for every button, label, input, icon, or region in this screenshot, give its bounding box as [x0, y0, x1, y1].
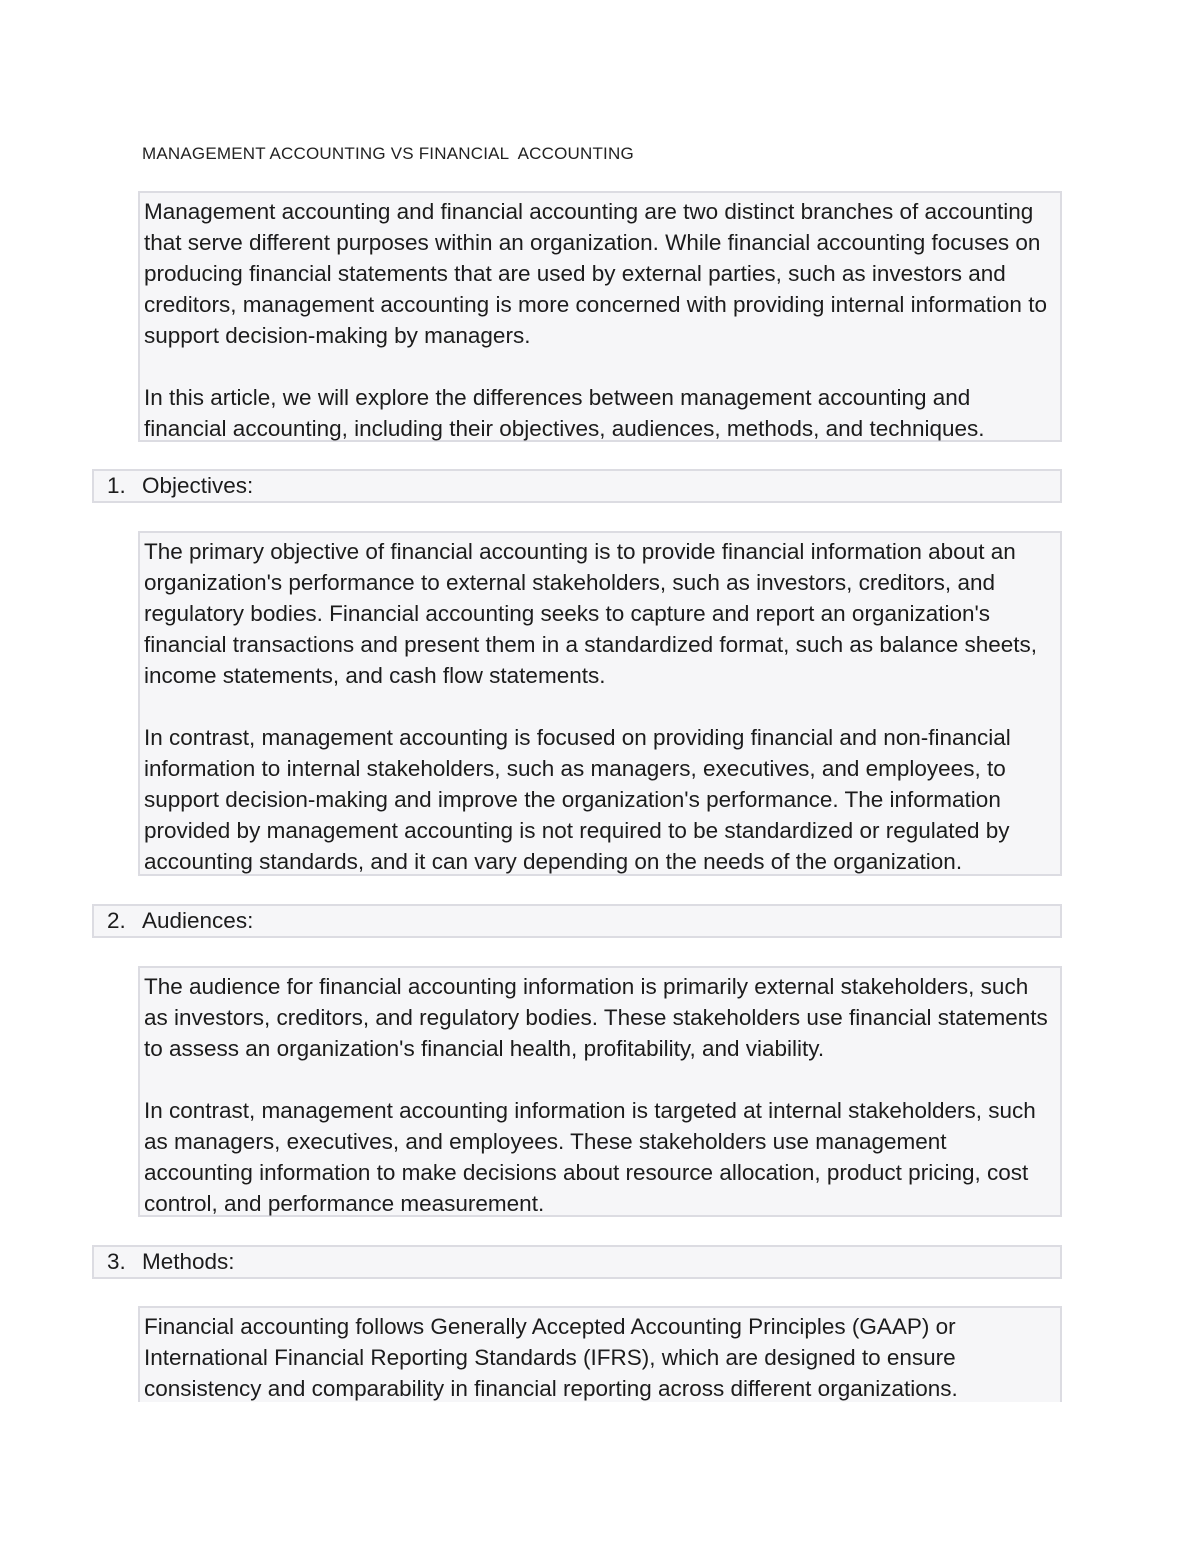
section-heading-objectives — [92, 469, 1062, 503]
methods-paragraph-1: Financial accounting follows Generally Accepted Accounting Principles (GAAP) or International Financial Reporting Standards (IFRS), which are designed to ensure consistency and comparability in financial reporting across different organizations. — [144, 1314, 958, 1401]
methods-text-block — [138, 1306, 1062, 1402]
objectives-text-block — [138, 531, 1062, 876]
list-number: 2. — [107, 908, 126, 933]
list-number: 1. — [107, 473, 126, 498]
section-heading-label: Audiences: — [142, 908, 254, 933]
section-heading-methods — [92, 1245, 1062, 1279]
objectives-paragraph-2: In contrast, management accounting is focused on providing financial and non-financial information to internal stakeholders, such as managers, executives, and employees, to support decision-making and improve the organization's performance. The information provided by management accounting is not required to be standardized or regulated by accounting standards, and it can vary depending on the needs of the organization. — [144, 725, 1011, 874]
audiences-paragraph-2: In contrast, management accounting information is targeted at internal stakeholders, such as managers, executives, and employees. These stakeholders use management accounting information to make decisions about resource allocation, product pricing, cost control, and performance measurement. — [144, 1098, 1036, 1216]
document-title: MANAGEMENT ACCOUNTING VS FINANCIAL ACCOUNTING — [142, 144, 634, 163]
objectives-paragraph-1: The primary objective of financial accounting is to provide financial information about an organization's performance to external stakeholders, such as investors, creditors, and regulatory bodies. Financial accounting seeks to capture and report an organization's financial transactions and present them in a standardized format, such as balance sheets, income statements, and cash flow statements. — [144, 539, 1038, 688]
section-heading-label: Objectives: — [142, 473, 254, 498]
audiences-text-block — [138, 966, 1062, 1217]
list-number: 3. — [107, 1249, 126, 1274]
audiences-paragraph-1: The audience for financial accounting information is primarily external stakeholders, such as investors, creditors, and regulatory bodies. These stakeholders use financial statements to assess an organization's financial health, profitability, and viability. — [144, 974, 1048, 1061]
section-heading-audiences — [92, 904, 1062, 938]
section-heading-label: Methods: — [142, 1249, 235, 1274]
intro-paragraph-2: In this article, we will explore the differences between management accounting and financial accounting, including their objectives, audiences, methods, and techniques. — [144, 385, 985, 441]
intro-text-block — [138, 191, 1062, 442]
intro-paragraph-1: Management accounting and financial accounting are two distinct branches of accounting that serve different purposes within an organization. While financial accounting focuses on producing financial statements that are used by external parties, such as investors and creditors, management accounting is more concerned with providing internal information to support decision-making by managers. — [144, 199, 1047, 348]
